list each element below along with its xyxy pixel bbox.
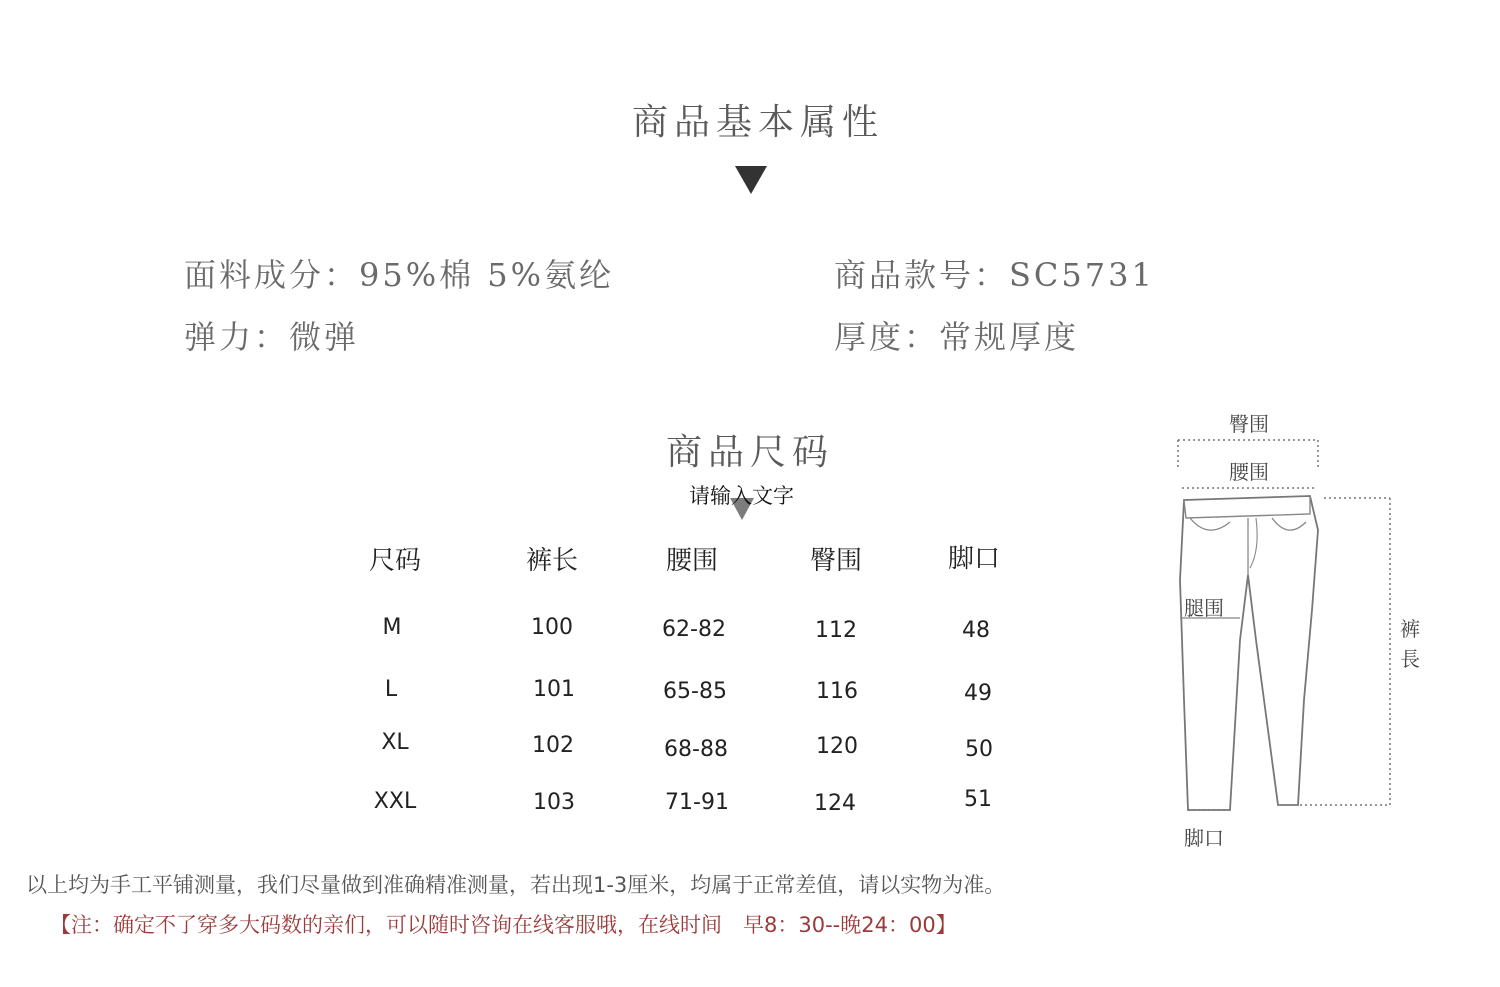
text-input-placeholder[interactable]: 请输入文字 [689,484,794,508]
diagram-label-waist: 腰围 [1229,460,1269,484]
cell-size: XXL [373,789,417,814]
cell-hem: 50 [965,737,993,762]
section-title-size: 商品尺码 [666,432,835,473]
section-title-attributes: 商品基本属性 [632,102,885,143]
attr-fabric: 面料成分：95%棉 5%氨纶 [184,256,615,294]
cell-length: 100 [531,615,573,640]
header-size: 尺码 [368,546,421,576]
cell-length: 103 [533,790,575,815]
cell-waist: 65-85 [663,679,727,704]
attr-stretch: 弹力：微弹 [184,318,360,356]
cell-length: 101 [533,677,575,702]
measurement-note: 以上均为手工平铺测量，我们尽量做到准确精准测量，若出现1-3厘米，均属于正常差值，请以实物为准。 [26,873,1006,897]
cell-hip: 120 [816,734,858,759]
cell-hip: 112 [815,618,857,643]
customer-service-note: 【注：确定不了穿多大码数的亲们，可以随时咨询在线客服哦，在线时间 早8：30--晚24：00】 [50,913,957,937]
cell-hem: 48 [962,618,990,643]
cell-size: XL [381,730,409,755]
cell-hip: 116 [816,679,858,704]
cell-hem: 49 [964,681,992,706]
cell-waist: 71-91 [665,790,729,815]
diagram-label-hem: 脚口 [1184,826,1224,850]
diagram-label-hip: 臀围 [1229,412,1269,436]
cell-waist: 68-88 [664,737,728,762]
cell-length: 102 [532,733,574,758]
header-hem: 脚口 [947,544,1000,574]
diagram-label-length: 裤長 [1400,617,1420,671]
cell-waist: 62-82 [662,617,726,642]
down-triangle-icon [735,166,767,194]
header-hip: 臀围 [809,546,862,576]
cell-size: M [382,615,402,640]
cell-hip: 124 [814,791,856,816]
header-waist: 腰围 [665,546,718,576]
attr-thickness: 厚度：常规厚度 [834,318,1080,356]
attr-style-no: 商品款号：SC5731 [834,256,1155,294]
diagram-label-thigh: 腿围 [1184,596,1224,620]
pants-outline-icon [1160,400,1440,860]
cell-size: L [384,677,398,702]
header-length: 裤长 [525,546,578,576]
cell-hem: 51 [964,787,992,812]
